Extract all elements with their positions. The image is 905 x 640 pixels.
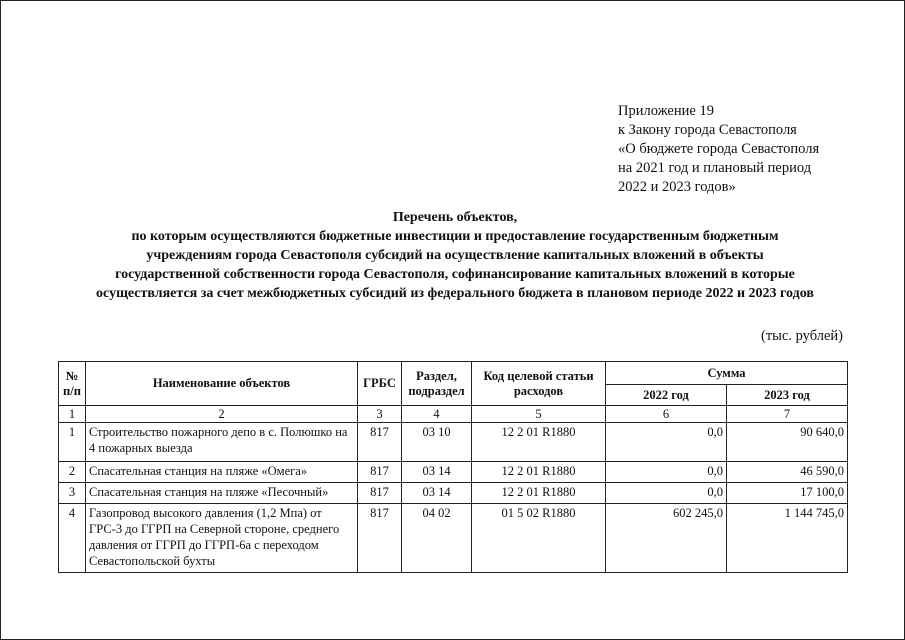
appendix-line: Приложение 19 bbox=[618, 103, 714, 119]
table-row bbox=[59, 423, 848, 462]
column-number: 5 bbox=[472, 406, 606, 423]
row-2022: 0,0 bbox=[606, 423, 727, 462]
table-row bbox=[59, 462, 848, 483]
column-number: 2 bbox=[86, 406, 358, 423]
column-number: 3 bbox=[358, 406, 402, 423]
table-row bbox=[59, 483, 848, 504]
row-name: Спасательная станция на пляже «Омега» bbox=[86, 462, 358, 483]
title-line: по которым осуществляются бюджетные инвестиции и предоставление государственным бюджетным bbox=[131, 229, 779, 244]
document-title bbox=[40, 208, 870, 303]
row-code: 01 5 02 R1880 bbox=[472, 504, 606, 573]
row-num: 2 bbox=[59, 462, 86, 483]
column-number: 7 bbox=[727, 406, 848, 423]
row-2022: 0,0 bbox=[606, 483, 727, 504]
header-code: Код целевой статьи расходов bbox=[472, 362, 606, 406]
header-grbs: ГРБС bbox=[358, 362, 402, 406]
header-section: Раздел, подраздел bbox=[402, 362, 472, 406]
row-name: Строительство пожарного депо в с. Полюшко на 4 пожарных выезда bbox=[86, 423, 358, 462]
row-section: 03 14 bbox=[402, 483, 472, 504]
row-section: 04 02 bbox=[402, 504, 472, 573]
row-code: 12 2 01 R1880 bbox=[472, 462, 606, 483]
appendix-note bbox=[618, 102, 819, 197]
header-2022: 2022 год bbox=[606, 385, 727, 406]
row-grbs: 817 bbox=[358, 423, 402, 462]
appendix-line: на 2021 год и плановый период bbox=[618, 160, 812, 176]
row-2023: 46 590,0 bbox=[727, 462, 848, 483]
row-2022: 0,0 bbox=[606, 462, 727, 483]
row-grbs: 817 bbox=[358, 504, 402, 573]
row-2023: 17 100,0 bbox=[727, 483, 848, 504]
header-num: № п/п bbox=[59, 362, 86, 406]
row-2022: 602 245,0 bbox=[606, 504, 727, 573]
column-number: 4 bbox=[402, 406, 472, 423]
title-line: Перечень объектов, bbox=[392, 210, 518, 225]
row-section: 03 10 bbox=[402, 423, 472, 462]
title-line: государственной собственности города Севастополя, софинансирование капитальных вложений в которые bbox=[115, 267, 795, 282]
row-grbs: 817 bbox=[358, 462, 402, 483]
row-num: 1 bbox=[59, 423, 86, 462]
units-label: (тыс. рублей) bbox=[761, 328, 843, 344]
column-number-row bbox=[59, 406, 848, 423]
header-2023: 2023 год bbox=[727, 385, 848, 406]
row-num: 4 bbox=[59, 504, 86, 573]
row-grbs: 817 bbox=[358, 483, 402, 504]
row-name: Спасательная станция на пляже «Песочный» bbox=[86, 483, 358, 504]
table-row bbox=[59, 504, 848, 573]
row-code: 12 2 01 R1880 bbox=[472, 423, 606, 462]
appendix-line: «О бюджете города Севастополя bbox=[618, 141, 820, 157]
column-number: 1 bbox=[59, 406, 86, 423]
row-2023: 1 144 745,0 bbox=[727, 504, 848, 573]
appendix-line: 2022 и 2023 годов» bbox=[618, 179, 736, 195]
title-line: осуществляется за счет межбюджетных субсидий из федерального бюджета в плановом периоде 2022 и 2023 годов bbox=[96, 286, 814, 301]
header-sum: Сумма bbox=[606, 362, 848, 385]
row-section: 03 14 bbox=[402, 462, 472, 483]
objects-table bbox=[58, 361, 848, 573]
row-code: 12 2 01 R1880 bbox=[472, 483, 606, 504]
appendix-line: к Закону города Севастополя bbox=[618, 122, 797, 138]
title-line: учреждениям города Севастополя субсидий на осуществление капитальных вложений в объекты bbox=[146, 248, 764, 263]
row-2023: 90 640,0 bbox=[727, 423, 848, 462]
row-name: Газопровод высокого давления (1,2 Мпа) от ГРС-3 до ГГРП на Северной стороне, среднего давления от ГГРП до ГГРП-6а с переходом Севастопольской бухты bbox=[86, 504, 358, 573]
header-row bbox=[59, 362, 848, 385]
column-number: 6 bbox=[606, 406, 727, 423]
header-name: Наименование объектов bbox=[86, 362, 358, 406]
row-num: 3 bbox=[59, 483, 86, 504]
